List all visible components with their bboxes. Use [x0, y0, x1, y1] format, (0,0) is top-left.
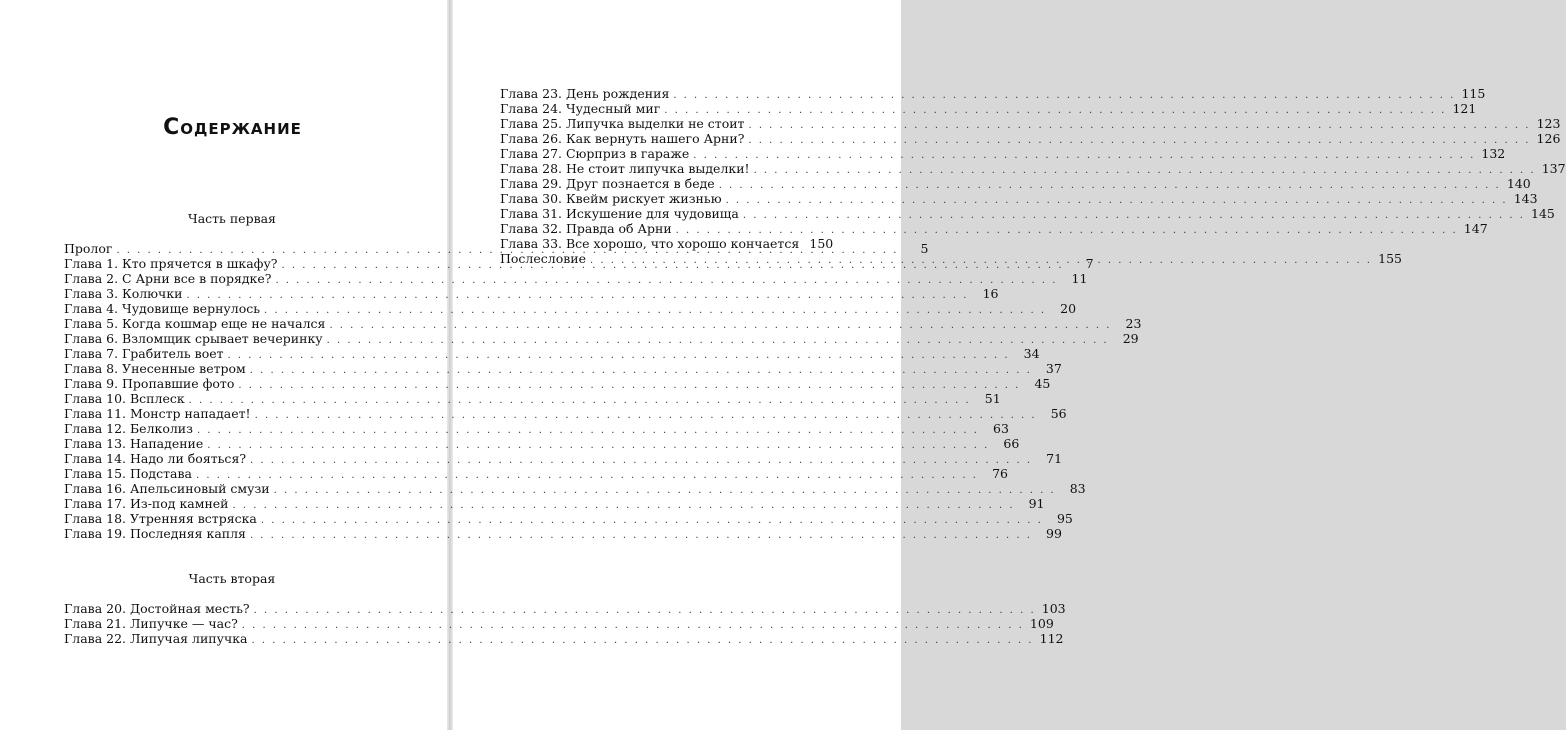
- toc-entry-title: Глава 26. Как вернуть нашего Арни?: [500, 131, 745, 146]
- toc-dot-leader: [238, 378, 1020, 393]
- toc-entry[interactable]: [64, 421, 1009, 436]
- toc-entry-title: Глава 16. Апельсиновый смузи: [64, 481, 270, 496]
- toc-entry[interactable]: [64, 406, 1067, 421]
- toc-entry-page: 123: [1536, 116, 1561, 131]
- toc-entry-page: 23: [1125, 316, 1142, 331]
- toc-entry-page: 115: [1461, 86, 1486, 101]
- toc-entry[interactable]: [500, 251, 1402, 266]
- toc-entry-title: Глава 27. Сюрприз в гараже: [500, 146, 690, 161]
- toc-entry-page: 121: [1452, 101, 1477, 116]
- toc-dot-leader: [327, 333, 1109, 348]
- toc-entry-title: Глава 10. Всплеск: [64, 391, 185, 406]
- toc-entry-page: 150: [809, 236, 834, 251]
- toc-entry-title: Глава 2. С Арни все в порядке?: [64, 271, 272, 286]
- toc-entry[interactable]: [500, 131, 1561, 146]
- toc-dot-leader: [252, 633, 1034, 648]
- toc-dot-leader: [726, 193, 1508, 208]
- toc-entry-page: 56: [1050, 406, 1067, 421]
- toc-entry-title: Глава 14. Надо ли бояться?: [64, 451, 247, 466]
- toc-dot-leader: [255, 408, 1037, 423]
- toc-entry[interactable]: [500, 116, 1561, 131]
- toc-entry-page: 45: [1034, 376, 1051, 391]
- toc-entry[interactable]: [64, 496, 1045, 511]
- toc-entry[interactable]: [64, 451, 1063, 466]
- toc-entry-title: Глава 15. Подстава: [64, 466, 192, 481]
- toc-entry-page: 140: [1506, 176, 1531, 191]
- toc-entry-page: 137: [1541, 161, 1566, 176]
- toc-entry-page: 145: [1531, 206, 1555, 221]
- toc-dot-leader: [719, 178, 1501, 193]
- toc-entry-title: Глава 20. Достойная месть?: [64, 601, 250, 616]
- toc-entry-title: Глава 7. Грабитель воет: [64, 346, 224, 361]
- toc-entry[interactable]: [500, 101, 1477, 116]
- toc-entry-title: Глава 25. Липучка выделки не стоит: [500, 116, 745, 131]
- toc-entry[interactable]: [500, 206, 1555, 221]
- toc-entry-page: 91: [1028, 496, 1045, 511]
- toc-entry[interactable]: [500, 236, 834, 251]
- toc-entry-title: Глава 11. Монстр нападает!: [64, 406, 251, 421]
- toc-entry-title: Глава 29. Друг познается в беде: [500, 176, 715, 191]
- toc-entry[interactable]: [64, 466, 1008, 481]
- toc-dot-leader: [228, 348, 1010, 363]
- toc-entry[interactable]: [64, 301, 1077, 316]
- toc-entry[interactable]: [64, 526, 1062, 541]
- toc-entry-title: Глава 3. Колючки: [64, 286, 183, 301]
- toc-entry-title: Глава 23. День рождения: [500, 86, 670, 101]
- toc-entry[interactable]: [64, 271, 1088, 286]
- toc-entry[interactable]: [64, 391, 1001, 406]
- toc-entry[interactable]: [64, 631, 1064, 646]
- toc-entry-title: Глава 9. Пропавшие фото: [64, 376, 235, 391]
- toc-entry-title: Глава 8. Унесенные ветром: [64, 361, 246, 376]
- toc-entry-page: 7: [1085, 256, 1094, 271]
- toc-entry[interactable]: [64, 376, 1051, 391]
- toc-entry[interactable]: [500, 191, 1538, 206]
- toc-entry[interactable]: [64, 361, 1062, 376]
- toc-entry[interactable]: [64, 316, 1142, 331]
- toc-entry-title: Глава 32. Правда об Арни: [500, 221, 672, 236]
- toc-dot-leader: [250, 453, 1032, 468]
- toc-entry-page: 112: [1039, 631, 1064, 646]
- toc-dot-leader: [254, 603, 1036, 618]
- toc-entry-title: Глава 33. Все хорошо, что хорошо кончается: [500, 236, 800, 251]
- toc-entry-title: Глава 1. Кто прячется в шкафу?: [64, 256, 278, 271]
- toc-list-part-2: [64, 601, 1066, 646]
- toc-dot-leader: [275, 273, 1057, 288]
- toc-dot-leader: [233, 498, 1015, 513]
- toc-entry[interactable]: [64, 286, 999, 301]
- toc-entry-page: 132: [1481, 146, 1506, 161]
- toc-entry-page: 11: [1071, 271, 1088, 286]
- toc-entry[interactable]: [500, 146, 1506, 161]
- toc-dot-leader: [264, 303, 1046, 318]
- toc-entry-title: Глава 31. Искушение для чудовища: [500, 206, 739, 221]
- toc-entry[interactable]: [500, 221, 1488, 236]
- toc-entry[interactable]: [64, 616, 1054, 631]
- toc-dot-leader: [196, 468, 978, 483]
- part-heading-1: Часть первая: [188, 211, 276, 226]
- toc-dot-leader: [673, 88, 1455, 103]
- toc-entry-page: 51: [984, 391, 1001, 406]
- toc-entry[interactable]: [64, 601, 1066, 616]
- toc-dot-leader: [274, 483, 1056, 498]
- toc-entry[interactable]: [500, 176, 1531, 191]
- toc-entry-title: Глава 19. Последняя капля: [64, 526, 246, 541]
- toc-entry-title: Глава 12. Белколиз: [64, 421, 193, 436]
- toc-entry-page: 71: [1046, 451, 1063, 466]
- toc-dot-leader: [197, 423, 979, 438]
- toc-entry-page: 147: [1463, 221, 1488, 236]
- toc-dot-leader: [664, 103, 1446, 118]
- toc-entry-title: Глава 6. Взломщик срывает вечеринку: [64, 331, 323, 346]
- toc-entry-page: 5: [920, 241, 929, 256]
- toc-dot-leader: [329, 318, 1111, 333]
- toc-entry-title: Глава 17. Из-под камней: [64, 496, 229, 511]
- toc-dot-leader: [250, 528, 1032, 543]
- toc-entry-title: Глава 30. Квейм рискует жизнью: [500, 191, 722, 206]
- toc-dot-leader: [250, 363, 1032, 378]
- toc-entry-page: 103: [1041, 601, 1066, 616]
- toc-dot-leader: [754, 163, 1536, 178]
- toc-dot-leader: [261, 513, 1043, 528]
- toc-entry-title: Глава 4. Чудовище вернулось: [64, 301, 261, 316]
- toc-dot-leader: [242, 618, 1024, 633]
- part-heading-2: Часть вторая: [188, 571, 276, 586]
- toc-entry[interactable]: [500, 161, 1566, 176]
- toc-entry[interactable]: [500, 86, 1486, 101]
- toc-entry-page: 16: [982, 286, 999, 301]
- toc-dot-leader: [189, 393, 971, 408]
- toc-entry-page: 83: [1069, 481, 1086, 496]
- toc-entry[interactable]: [64, 346, 1040, 361]
- toc-entry[interactable]: [64, 511, 1073, 526]
- toc-entry-page: 76: [992, 466, 1008, 481]
- toc-entry-page: 29: [1122, 331, 1139, 346]
- toc-entry-title: Пролог: [64, 241, 113, 256]
- toc-entry-page: 20: [1060, 301, 1077, 316]
- toc-entry-title: Глава 22. Липучая липучка: [64, 631, 248, 646]
- toc-entry-title: Глава 28. Не стоит липучка выделки!: [500, 161, 750, 176]
- toc-list-continued: [500, 86, 1566, 266]
- toc-entry[interactable]: [64, 481, 1086, 496]
- toc-dot-leader: [693, 148, 1475, 163]
- toc-entry-title: Послесловие: [500, 251, 586, 266]
- toc-dot-leader: [748, 133, 1530, 148]
- toc-entry-page: 63: [993, 421, 1009, 436]
- toc-entry-page: 99: [1046, 526, 1062, 541]
- toc-dot-leader: [743, 208, 1525, 223]
- toc-dot-leader: [207, 438, 989, 453]
- toc-entry-page: 95: [1056, 511, 1073, 526]
- toc-entry-title: Глава 21. Липучке — час?: [64, 616, 238, 631]
- toc-entry-page: 34: [1023, 346, 1040, 361]
- toc-entry-page: 155: [1378, 251, 1402, 266]
- toc-entry-title: Глава 18. Утренняя встряска: [64, 511, 257, 526]
- toc-entry-page: 109: [1029, 616, 1054, 631]
- toc-entry-page: 37: [1045, 361, 1062, 376]
- toc-entry-page: 143: [1513, 191, 1538, 206]
- toc-entry-title: Глава 5. Когда кошмар еще не начался: [64, 316, 326, 331]
- toc-entry-title: Глава 24. Чудесный миг: [500, 101, 661, 116]
- toc-entry-page: 126: [1536, 131, 1561, 146]
- toc-dot-leader: [748, 118, 1530, 133]
- toc-entry-title: Глава 13. Нападение: [64, 436, 204, 451]
- page-title: Содержание: [163, 115, 302, 140]
- toc-dot-leader: [186, 288, 968, 303]
- toc-entry[interactable]: [64, 436, 1020, 451]
- toc-entry-page: 66: [1003, 436, 1020, 451]
- toc-entry[interactable]: [64, 331, 1139, 346]
- toc-dot-leader: [590, 253, 1372, 268]
